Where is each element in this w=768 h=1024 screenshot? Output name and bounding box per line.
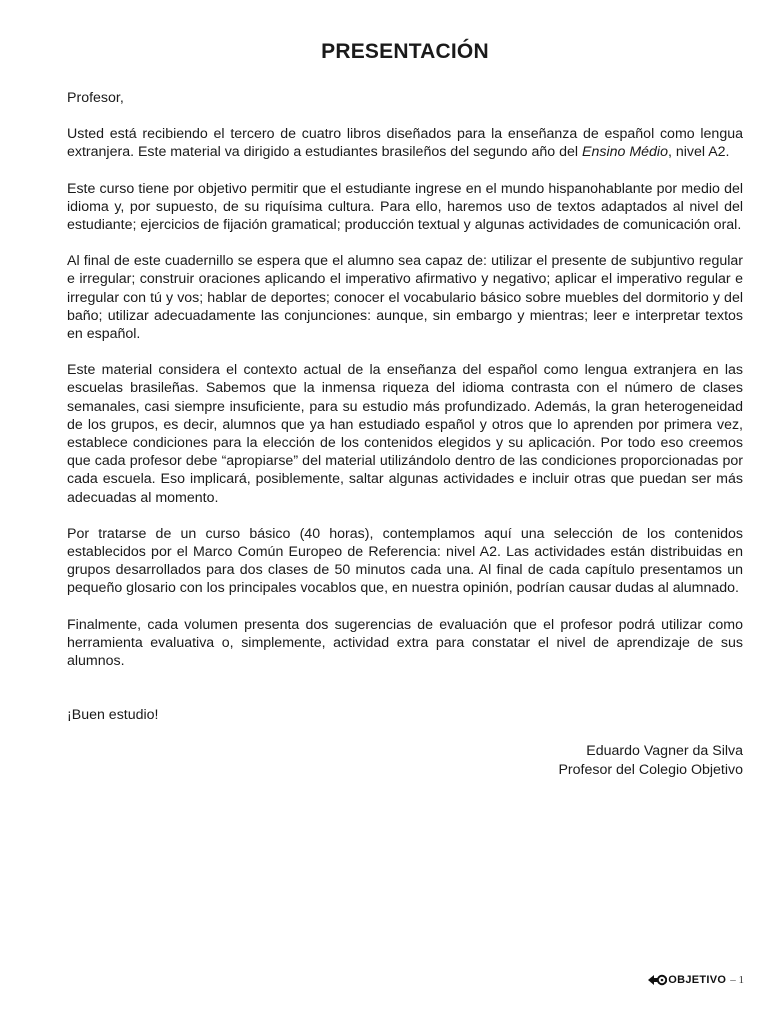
objetivo-logo-text: OBJETIVO [668, 974, 727, 986]
paragraph-context: Este material considera el contexto actual de la enseñanza del español como lengua extranjera en las escuelas brasileñas. Sabemos que la inmensa riqueza del idioma contrasta con el número de clases semanales, casi siempre insuficiente, para su estudio más profundizado. Además, la gran heterogeneidad de los grupos, es decir, alumnos que ya han estudiado español y otros que lo aprenden por primera vez, establece condiciones para la elección de los contenidos elegidos y su aplicación. Por todo eso creemos que cada profesor debe “apropiarse” del material utilizándolo dentro de las condiciones proporcionadas por cada escuela. Eso implicará, posiblemente, saltar algunas actividades e incluir otras que puedan ser más adecuadas al momento. [67, 362, 743, 506]
objetivo-logo-icon [647, 974, 667, 986]
signature-name: Eduardo Vagner da Silva [586, 743, 743, 760]
page-number: – 1 [730, 974, 744, 986]
page-footer [647, 974, 744, 986]
document-page [67, 36, 743, 779]
objetivo-logo [647, 974, 726, 986]
greeting: Profesor, [67, 90, 124, 106]
paragraph-objective: Este curso tiene por objetivo permitir que el estudiante ingrese en el mundo hispanohablante por medio del idioma y, por supuesto, de su riquísima cultura. Para ello, haremos uso de textos adaptados al nivel del estudiante; ejercicios de fijación gramatical; producción textual y algunas actividades de comunicación oral. [67, 180, 743, 234]
paragraph-course: Por tratarse de un curso básico (40 horas), contemplamos aquí una selección de los contenidos establecidos por el Marco Común Europeo de Referencia: nivel A2. Las actividades están distribuidas en grupos desarrollados para dos clases de 50 minutos cada una. Al final de cada capítulo presentamos un pequeño glosario con los principales vocablos que, en nuestra opinión, podrían causar dudas al alumnado. [67, 525, 743, 597]
paragraph-intro-end: , nivel A2. [667, 144, 730, 161]
signature-role: Profesor del Colegio Objetivo [558, 761, 743, 778]
signature-block [67, 742, 743, 778]
paragraph-intro-italic: Ensino Médio [582, 144, 668, 161]
paragraph-goals: Al final de este cuadernillo se espera que el alumno sea capaz de: utilizar el presente de subjuntivo regular e irregular; construir oraciones aplicando el imperativo afirmativo y negativo; aplicar el imperativo regular e irregular con tú y vos; hablar de deportes; conocer el vocabulario básico sobre muebles del dormitorio y del baño; utilizar adecuadamente las conjunciones: aunque, sin embargo y mientras; leer e interpretar textos en español. [67, 253, 743, 343]
paragraph-intro [67, 125, 743, 161]
paragraph-intro-text: Usted está recibiendo el tercero de cuatro libros diseñados para la enseñanza de español como lengua extranjera. Este material va dirigido a estudiantes brasileños del segundo año del [67, 126, 743, 161]
paragraph-evaluation: Finalmente, cada volumen presenta dos sugerencias de evaluación que el profesor podrá utilizar como herramienta evaluativa o, simplemente, actividad extra para constatar el nivel de aprendizaje de sus alumnos. [67, 616, 743, 670]
page-title: PRESENTACIÓN [321, 40, 489, 63]
closing-text: ¡Buen estudio! [67, 707, 159, 724]
